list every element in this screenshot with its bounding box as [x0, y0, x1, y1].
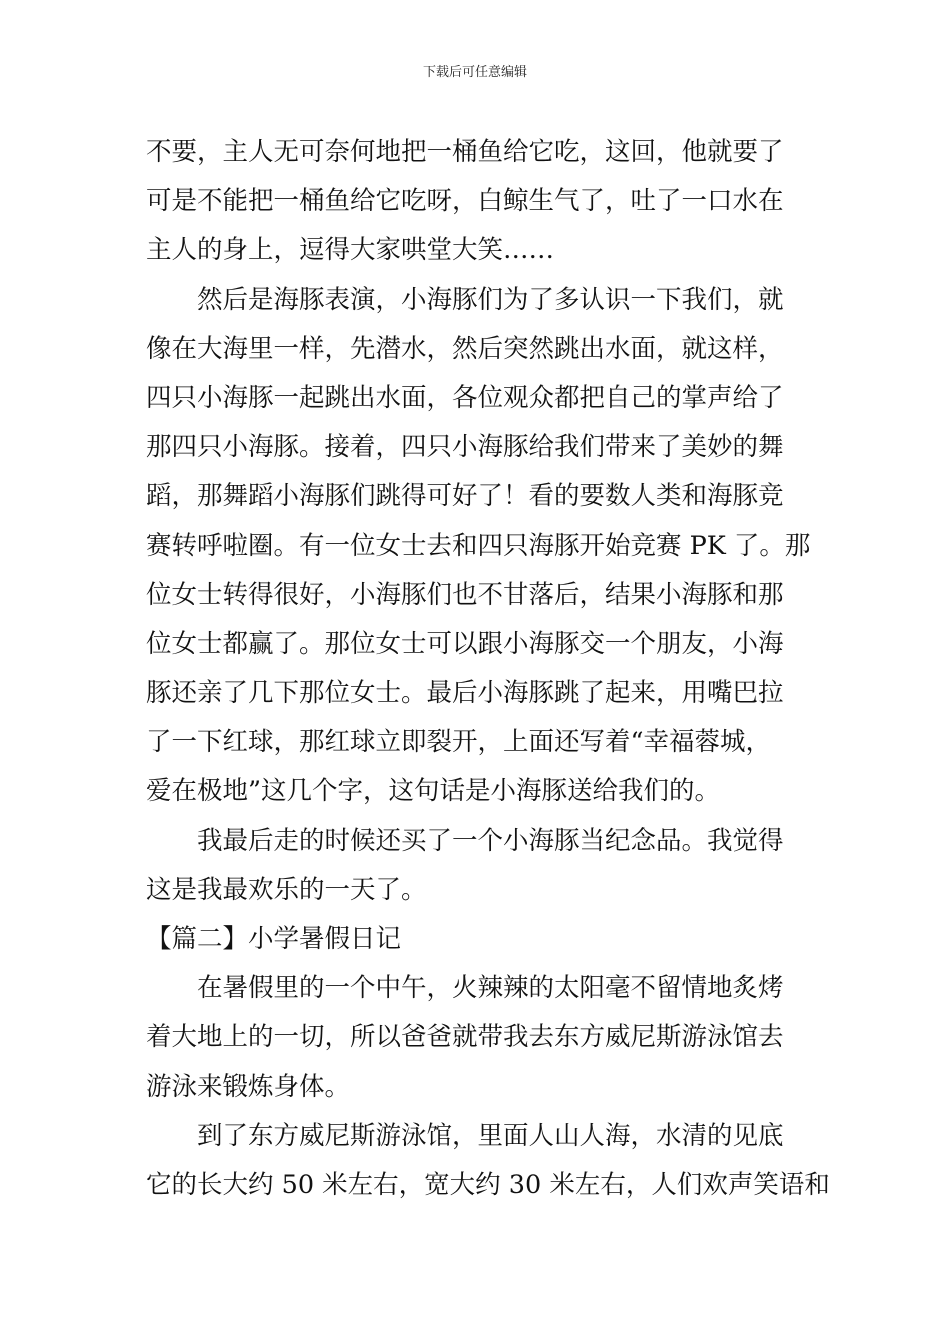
- text-line: 可是不能把一桶鱼给它吃呀，白鲸生气了，吐了一口水在: [146, 186, 784, 217]
- text-line: 主人的身上，逗得大家哄堂大笑……: [146, 235, 555, 266]
- text-line: 到了东方威尼斯游泳馆，里面人山人海，水清的见底: [197, 1120, 784, 1151]
- text-line: 赛转呼啦圈。有一位女士去和四只海豚开始竞赛 PK 了。那: [146, 530, 811, 561]
- page-header: 下载后可任意编辑: [422, 65, 527, 80]
- text-line: 位女士都赢了。那位女士可以跟小海豚交一个朋友，小海: [146, 628, 784, 659]
- text-line: 四只小海豚一起跳出水面，各位观众都把自己的掌声给了: [146, 382, 784, 413]
- text-line: 这是我最欢乐的一天了。: [146, 874, 427, 905]
- text-line: 在暑假里的一个中午，火辣辣的太阳毫不留情地炙烤: [197, 973, 784, 1004]
- text-line: 我最后走的时候还买了一个小海豚当纪念品。我觉得: [197, 825, 784, 856]
- text-line: 那四只小海豚。接着，四只小海豚给我们带来了美妙的舞: [146, 432, 784, 463]
- text-line: 着大地上的一切，所以爸爸就带我去东方威尼斯游泳馆去: [146, 1022, 784, 1053]
- text-line: 然后是海豚表演，小海豚们为了多认识一下我们，就: [197, 284, 784, 315]
- text-line: 爱在极地”这几个字，这句话是小海豚送给我们的。: [146, 776, 721, 807]
- text-line: 了一下红球，那红球立即裂开，上面还写着“幸福蓉城，: [146, 727, 772, 758]
- text-line: 它的长大约 50 米左右，宽大约 30 米左右，人们欢声笑语和: [146, 1169, 830, 1200]
- text-line: 游泳来锻炼身体。: [146, 1071, 351, 1102]
- section-heading: 【篇二】小学暑假日记: [146, 924, 402, 954]
- text-line: 像在大海里一样，先潜水，然后突然跳出水面，就这样，: [146, 333, 784, 364]
- text-line: 蹈，那舞蹈小海豚们跳得可好了！看的要数人类和海豚竞: [146, 481, 784, 512]
- text-line: 不要，主人无可奈何地把一桶鱼给它吃，这回，他就要了: [146, 137, 784, 167]
- text-line: 位女士转得很好，小海豚们也不甘落后，结果小海豚和那: [146, 579, 784, 610]
- text-line: 豚还亲了几下那位女士。最后小海豚跳了起来，用嘴巴拉: [146, 678, 784, 709]
- document-body: [146, 128, 830, 1210]
